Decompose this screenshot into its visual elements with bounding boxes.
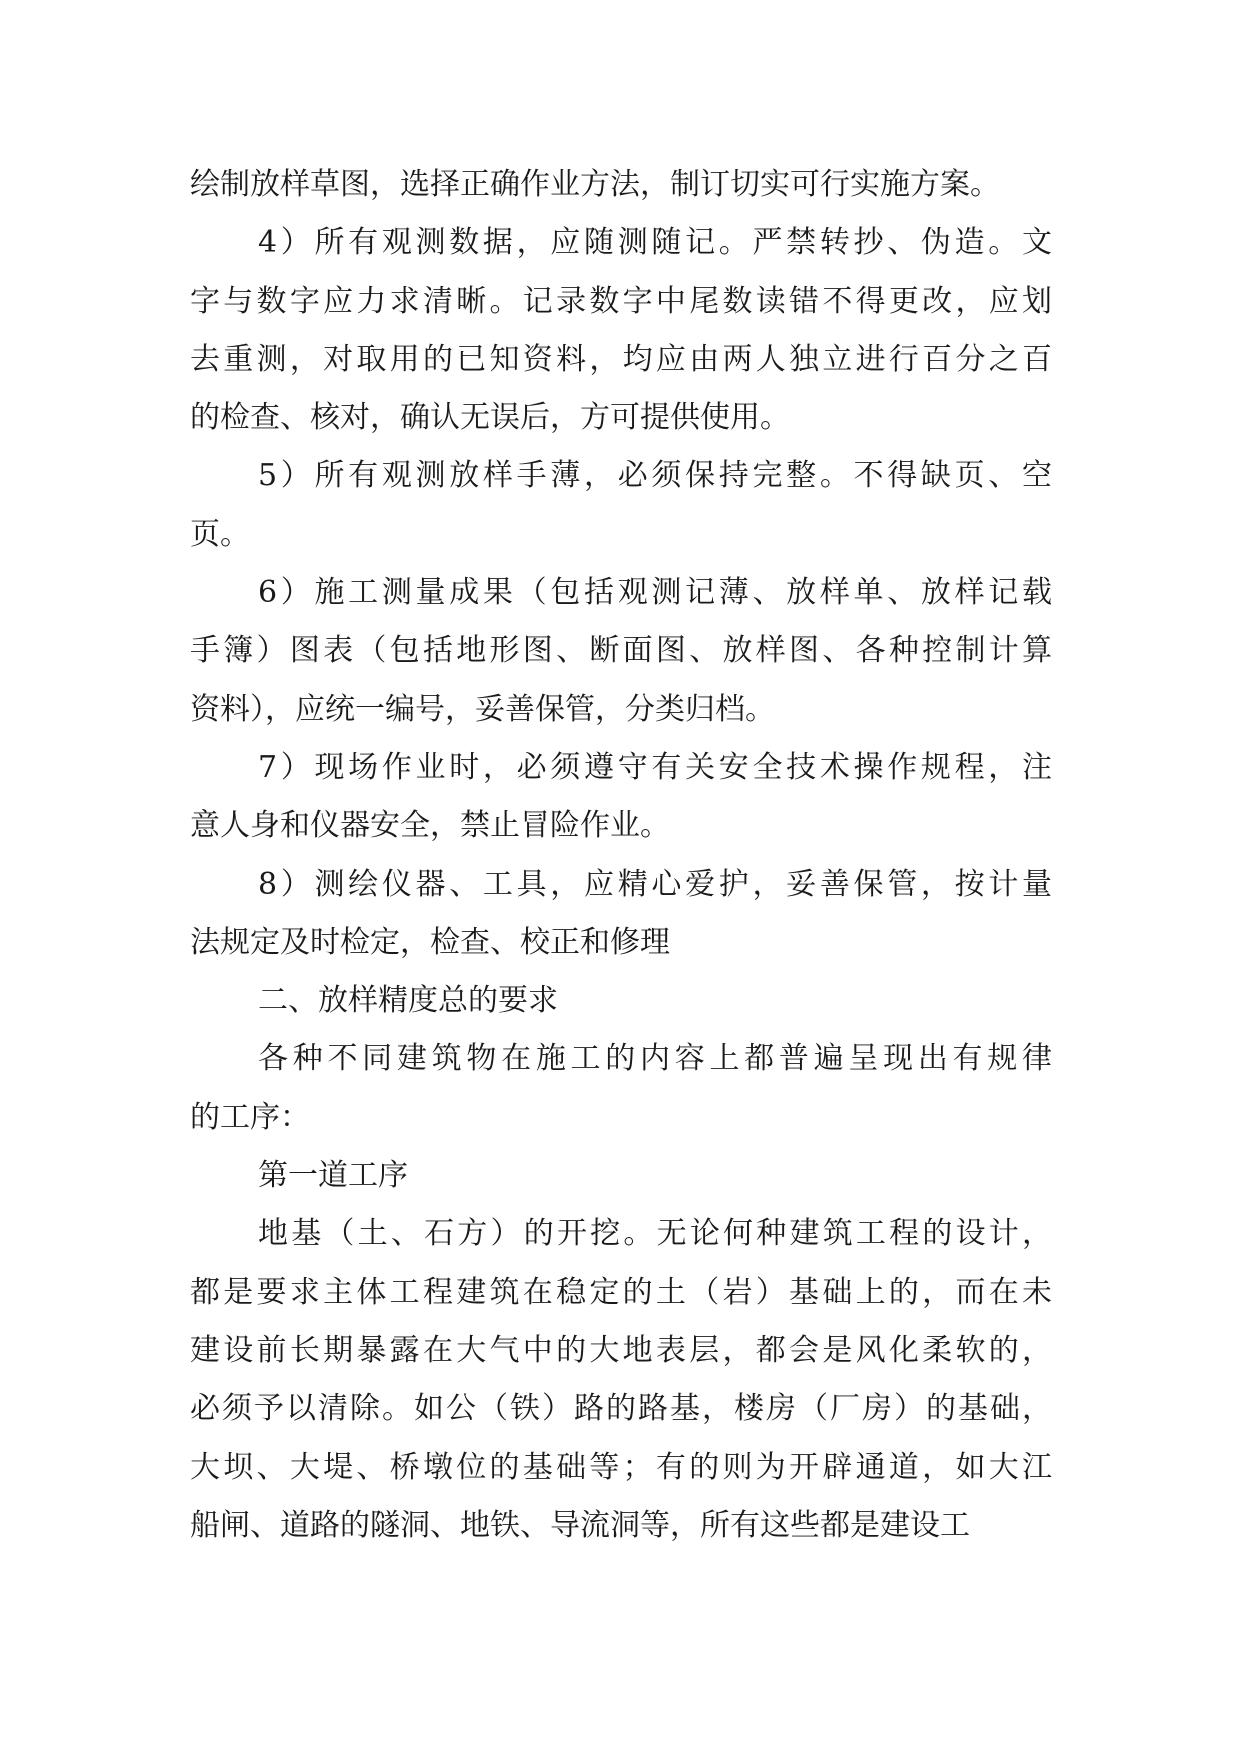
paragraph-line: 都是要求主体工程建筑在稳定的土（岩）基础上的，而在未 xyxy=(190,1274,1052,1310)
paragraph-line: 大坝、大堤、桥墩位的基础等；有的则为开辟通道，如大江 xyxy=(190,1449,1052,1485)
paragraph-line: 绘制放样草图，选择正确作业方法，制订切实可行实施方案。 xyxy=(190,167,1000,202)
paragraph-line: 7）现场作业时，必须遵守有关安全技术操作规程，注 xyxy=(258,749,1052,785)
paragraph-line: 建设前长期暴露在大气中的大地表层，都会是风化柔软的， xyxy=(190,1332,1052,1368)
paragraph-line: 页。 xyxy=(190,516,250,552)
paragraph-line: 船闸、道路的隧洞、地铁、导流洞等，所有这些都是建设工 xyxy=(190,1507,970,1543)
paragraph-line: 各种不同建筑物在施工的内容上都普遍呈现出有规律 xyxy=(258,1041,1052,1077)
paragraph-line: 的工序： xyxy=(190,1099,310,1135)
body-text xyxy=(190,156,1052,1555)
paragraph-line: 手簿）图表（包括地形图、断面图、放样图、各种控制计算 xyxy=(190,633,1052,669)
paragraph-line: 资料），应统一编号，妥善保管，分类归档。 xyxy=(190,691,775,727)
paragraph-line: 第一道工序 xyxy=(258,1158,408,1194)
paragraph-line: 法规定及时检定，检查、校正和修理 xyxy=(190,924,670,960)
paragraph-line: 去重测，对取用的已知资料，均应由两人独立进行百分之百 xyxy=(190,341,1052,377)
paragraph-line: 意人身和仪器安全，禁止冒险作业。 xyxy=(190,808,670,844)
paragraph-line: 4）所有观测数据，应随测随记。严禁转抄、伪造。文 xyxy=(258,225,1052,261)
paragraph-line: 的检查、核对，确认无误后，方可提供使用。 xyxy=(190,400,790,436)
paragraph-line: 字与数字应力求清晰。记录数字中尾数读错不得更改，应划 xyxy=(190,283,1052,319)
paragraph-line: 地基（土、石方）的开挖。无论何种建筑工程的设计， xyxy=(258,1216,1052,1252)
paragraph-line: 5）所有观测放样手薄，必须保持完整。不得缺页、空 xyxy=(258,458,1052,494)
paragraph-line: 二、放样精度总的要求 xyxy=(258,983,558,1019)
paragraph-line: 8）测绘仪器、工具，应精心爱护，妥善保管，按计量 xyxy=(258,866,1052,902)
paragraph-line: 必须予以清除。如公（铁）路的路基，楼房（厂房）的基础， xyxy=(190,1391,1052,1427)
paragraph-line: 6）施工测量成果（包括观测记薄、放样单、放样记载 xyxy=(258,575,1052,611)
